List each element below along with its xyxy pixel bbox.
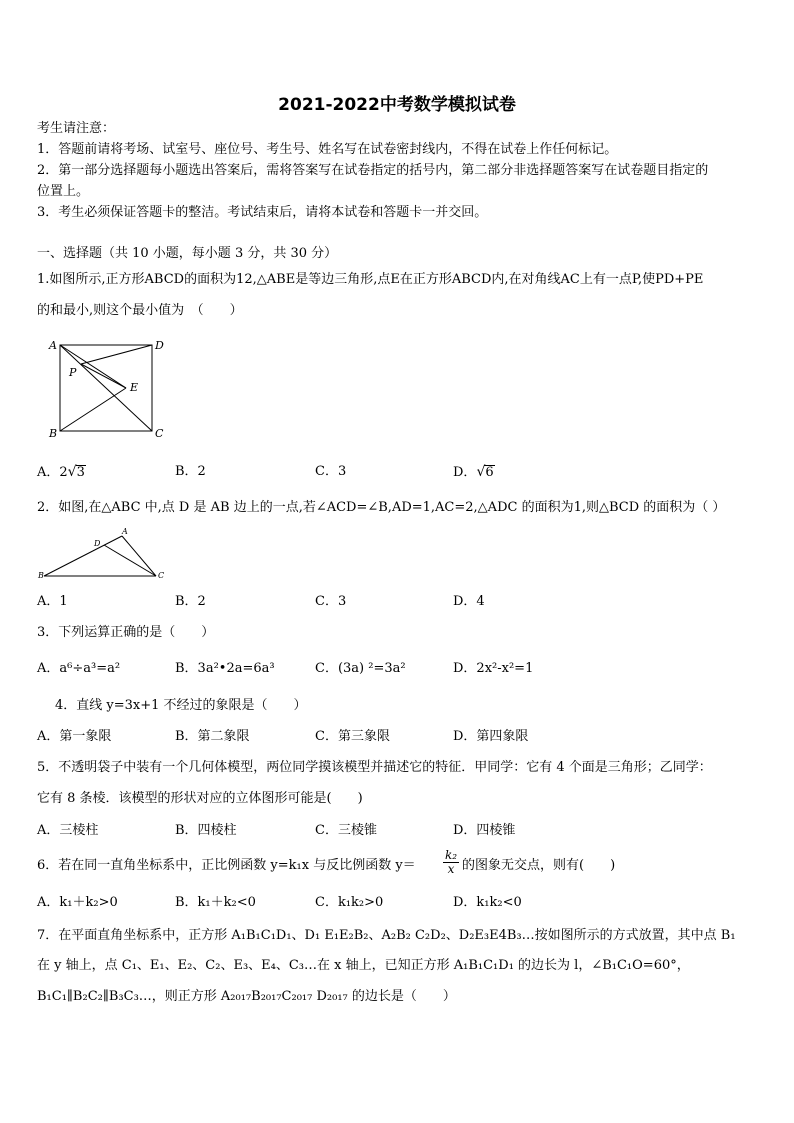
q2-text: 2．如图,在△ABC 中,点 D 是 AB 边上的一点,若∠ACD=∠B,AD=1,AC=2,△ADC 的面积为1,则△BCD 的面积为（ ） <box>37 500 726 515</box>
q2-option-c: C．3 <box>315 594 347 609</box>
q1-label-d: D <box>155 339 164 352</box>
q1-label-a: A <box>49 339 57 352</box>
notice-item-3: 3．考生必须保证答题卡的整洁。考试结束后，请将本试卷和答题卡一并交回。 <box>37 205 488 220</box>
q4-text: 4．直线 y=3x+1 不经过的象限是（ ） <box>55 698 307 713</box>
notice-item-2: 2．第一部分选择题每小题选出答案后，需将答案写在试卷指定的括号内，第二部分非选择题答案写在试卷题目指定的 <box>37 163 709 178</box>
q1-label-e: E <box>130 381 139 394</box>
q6-option-b: B．k₁＋k₂<0 <box>175 895 256 910</box>
q1-option-a-prefix: A．2 <box>37 465 68 480</box>
q7-text-line2: 在 y 轴上，点 C₁、E₁、E₂、C₂、E₃、E₄、C₃…在 x 轴上，已知正方形 A₁B₁C₁D₁ 的边长为 l，∠B₁C₁O=60°， <box>37 958 690 973</box>
q4-option-d: D．第四象限 <box>453 729 529 744</box>
q1-option-b: B．2 <box>175 464 206 479</box>
q2-label-c: C <box>158 571 165 580</box>
q1-square-figure <box>44 335 164 443</box>
q6-text-b: 的图象无交点，则有( ) <box>462 858 616 873</box>
q5-option-a: A．三棱柱 <box>37 823 99 838</box>
q5-text-line1: 5．不透明袋子中装有一个几何体模型，两位同学摸该模型并描述它的特征．甲同学：它有 4 个面是三角形；乙同学： <box>37 760 712 775</box>
q2-triangle-figure <box>36 526 170 582</box>
q1-label-c: C <box>155 427 164 440</box>
q3-option-d: D．2x²-x²=1 <box>453 661 534 676</box>
q4-option-a: A．第一象限 <box>37 729 112 744</box>
q6-option-c: C．k₁k₂>0 <box>315 895 384 910</box>
q1-option-d-radicand: 6 <box>485 465 494 480</box>
q6-text-a: 6．若在同一直角坐标系中，正比例函数 y=k₁x 与反比例函数 y＝ <box>37 858 416 873</box>
q1-label-p: P <box>69 366 77 379</box>
notice-item-1: 1．答题前请将考场、试室号、座位号、考生号、姓名写在试卷密封线内，不得在试卷上作任何标记。 <box>37 142 618 157</box>
q1-option-a-radicand: 3 <box>76 465 85 480</box>
q5-option-b: B．四棱柱 <box>175 823 237 838</box>
q2-label-d: D <box>94 539 101 548</box>
q2-label-a: A <box>122 527 128 536</box>
q7-text-line3: B₁C₁∥B₂C₂∥B₃C₃…，则正方形 A₂₀₁₇B₂₀₁₇C₂₀₁₇ D₂₀₁₇ 的边长是（ ） <box>37 989 456 1004</box>
q3-option-c: C．(3a) ²=3a² <box>315 661 406 676</box>
q1-option-c: C．3 <box>315 464 347 479</box>
q6-fraction <box>443 849 459 876</box>
q3-text: 3．下列运算正确的是（ ） <box>37 625 215 640</box>
q2-label-b: B <box>38 571 44 580</box>
q1-text-line2: 的和最小,则这个最小值为 （ ） <box>37 303 243 318</box>
q3-option-a: A．a⁶÷a³=a² <box>37 661 121 676</box>
q2-option-d: D．4 <box>453 594 485 609</box>
q6-option-a: A．k₁＋k₂>0 <box>37 895 118 910</box>
q5-option-d: D．四棱锥 <box>453 823 516 838</box>
q1-option-d: D．√6 <box>453 464 494 480</box>
section-heading: 一、选择题（共 10 小题，每小题 3 分，共 30 分） <box>37 246 338 261</box>
q2-option-b: B．2 <box>175 594 206 609</box>
q1-option-d-prefix: D． <box>453 465 477 480</box>
q6-fraction-denominator: x <box>447 862 455 876</box>
q1-option-a: A．2√3 <box>37 464 85 480</box>
q5-text-line2: 它有 8 条棱．该模型的形状对应的立体图形可能是( ) <box>37 791 363 806</box>
q1-label-b: B <box>49 427 58 440</box>
q1-text-line1: 1.如图所示,正方形ABCD的面积为12,△ABE是等边三角形,点E在正方形ABCD内,在对角线AC上有一点P,使PD+PE <box>37 272 704 287</box>
page-title: 2021-2022中考数学模拟试卷 <box>278 95 516 115</box>
q3-option-b: B．3a²•2a=6a³ <box>175 661 275 676</box>
q6-option-d: D．k₁k₂<0 <box>453 895 522 910</box>
q4-option-b: B．第二象限 <box>175 729 250 744</box>
q5-option-c: C．三棱锥 <box>315 823 377 838</box>
q6-fraction-numerator: k₂ <box>445 848 458 862</box>
notice-item-2-cont: 位置上。 <box>37 184 90 199</box>
q7-text-line1: 7．在平面直角坐标系中，正方形 A₁B₁C₁D₁、D₁ E₁E₂B₂、A₂B₂ C₂D₂、D₂E₃E4B₃…按如图所示的方式放置，其中点 B₁ <box>37 928 736 943</box>
notice-heading: 考生请注意： <box>37 121 116 136</box>
q2-option-a: A．1 <box>37 594 68 609</box>
q4-option-c: C．第三象限 <box>315 729 390 744</box>
